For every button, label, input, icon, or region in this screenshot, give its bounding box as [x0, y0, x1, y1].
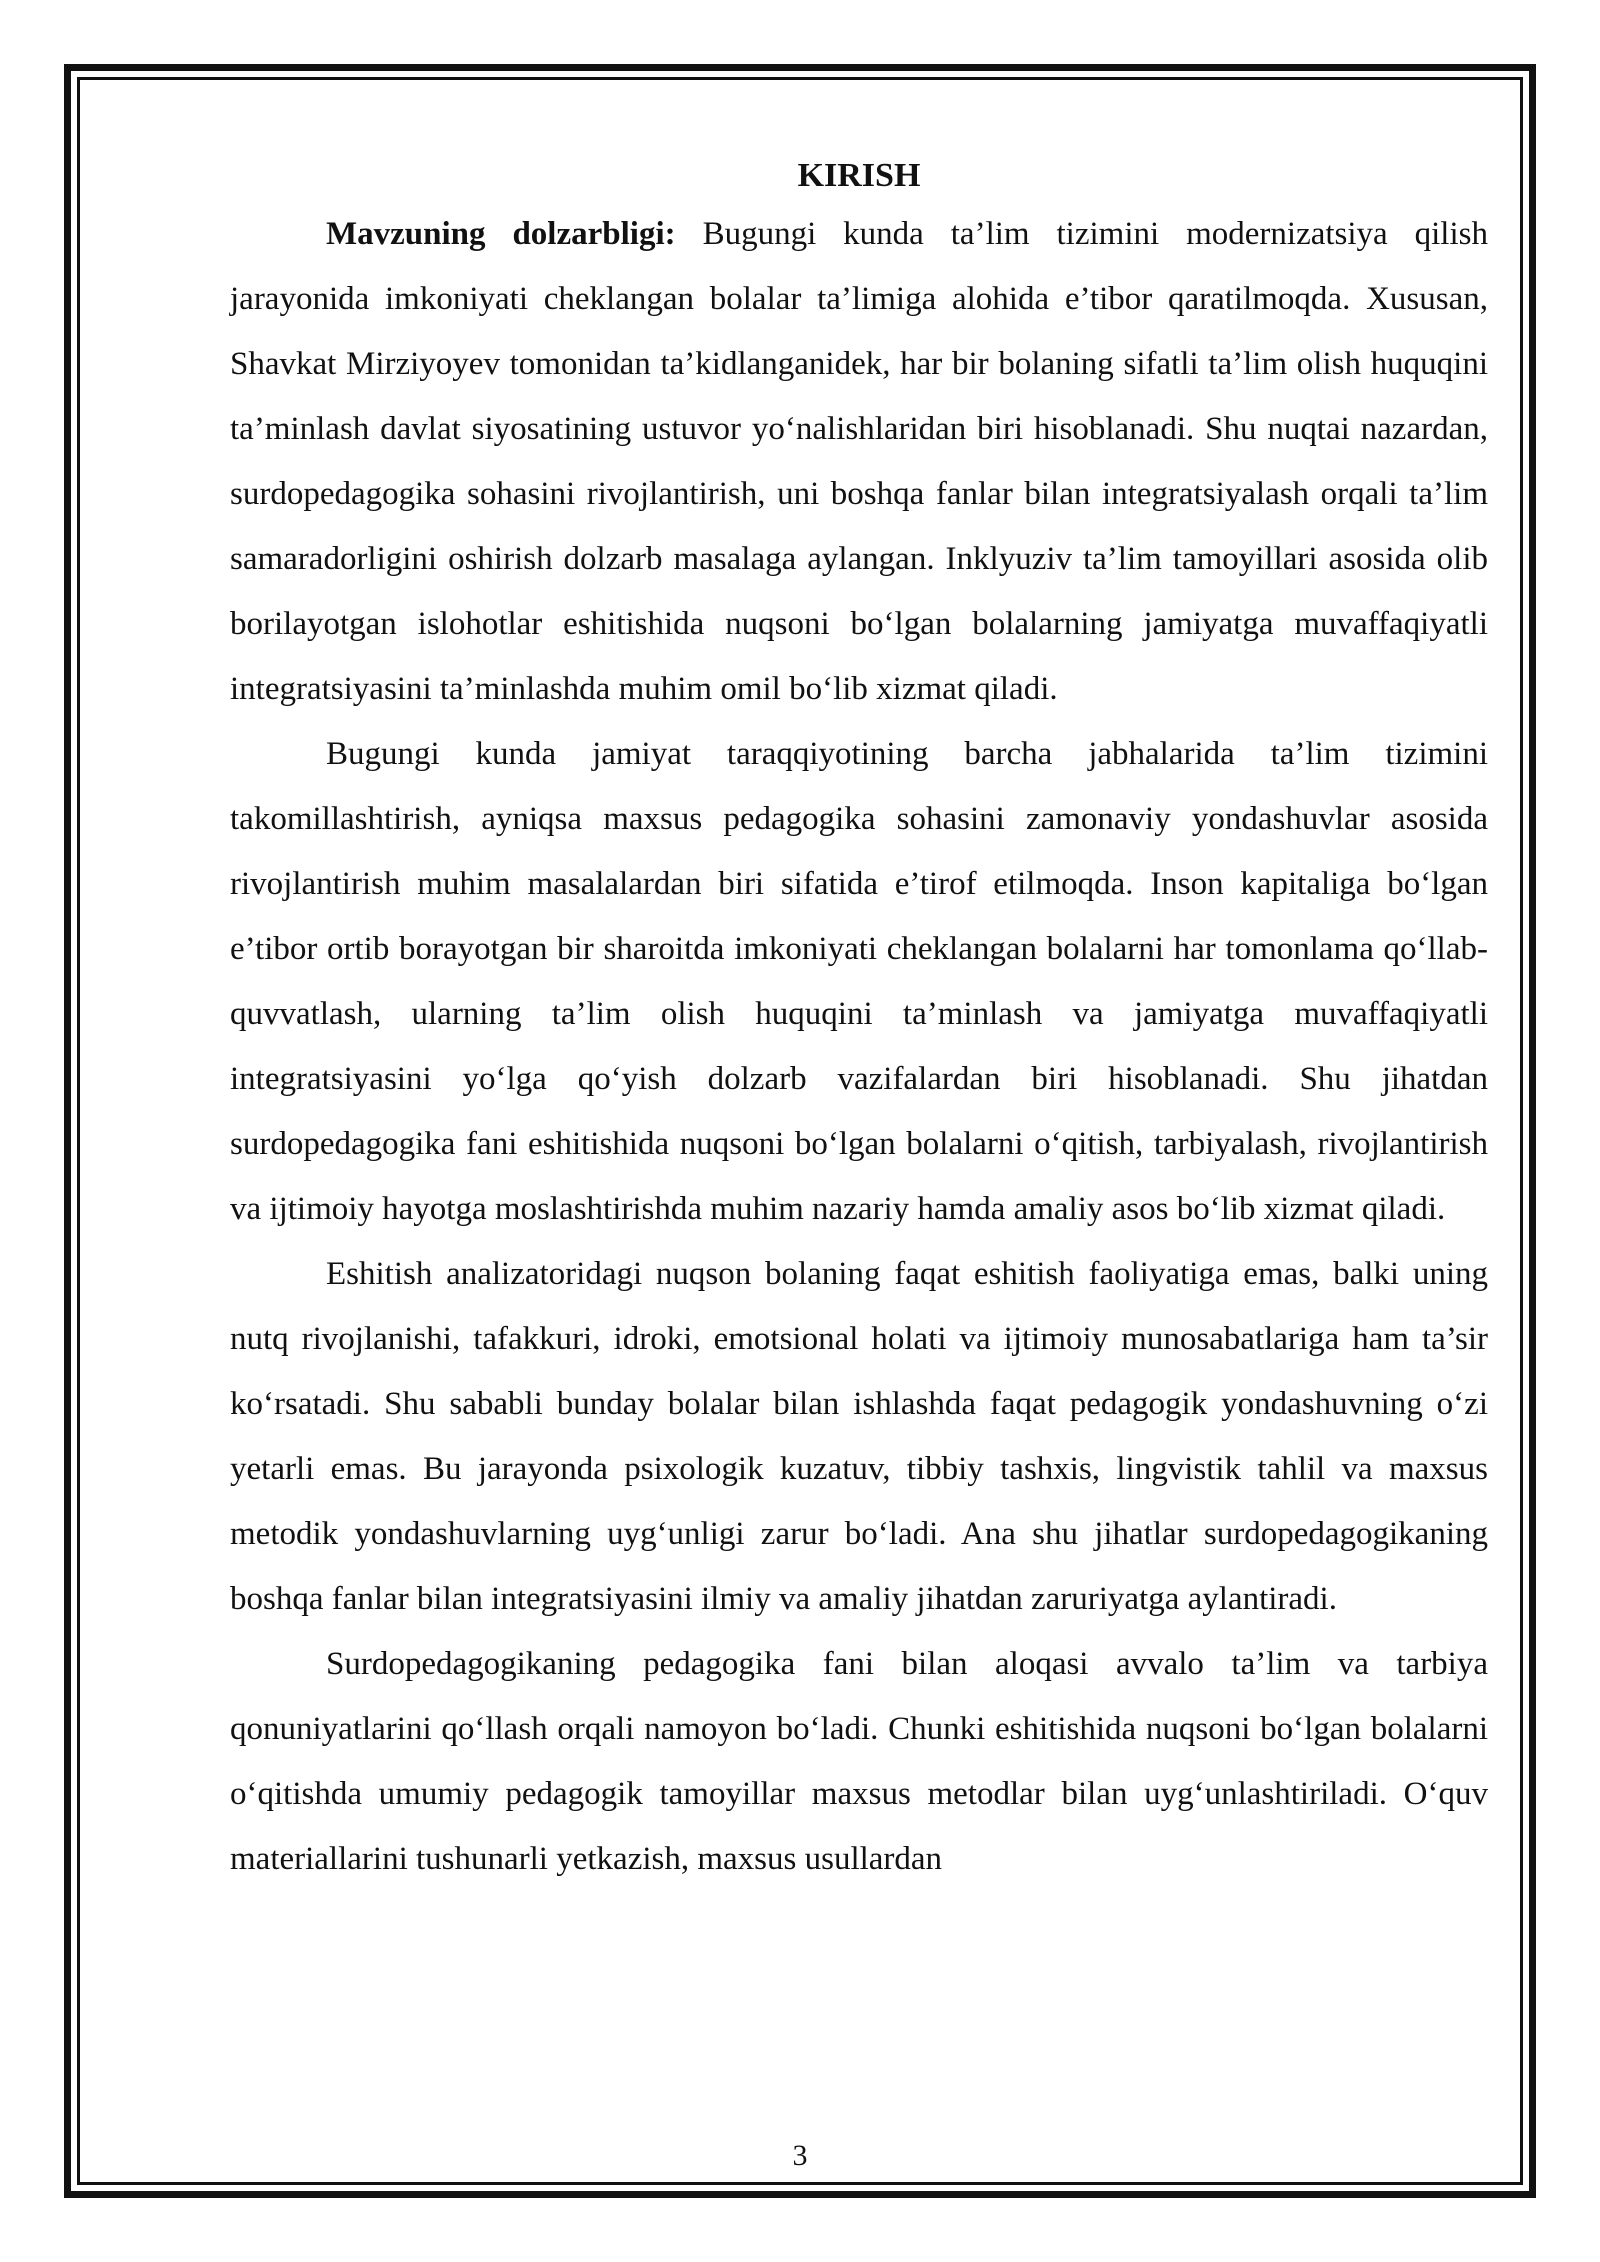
paragraph-relevance — [230, 202, 1488, 722]
paragraph-text: Bugungi kunda ta’lim tizimini modernizatsiya qilish jarayonida imkoniyati cheklangan bolalar ta’limiga alohida e’tibor qaratilmoqda. Xususan, Shavkat Mirziyoyev tomonidan ta’kidlanganidek, har bir bolaning sifatli ta’lim olish huquqini ta’minlash davlat siyosatining ustuvor yo‘nalishlaridan biri hisoblanadi. Shu nuqtai nazardan, surdopedagogika sohasini rivojlantirish, uni boshqa fanlar bilan integratsiyalash orqali ta’lim samaradorligini oshirish dolzarb masalaga aylangan. Inklyuziv ta’lim tamoyillari asosida olib borilayotgan islohotlar eshitishida nuqsoni bo‘lgan bolalarning jamiyatga muvaffaqiyatli integratsiyasini ta’minlashda muhim omil bo‘lib xizmat qiladi. — [230, 216, 1488, 707]
page-number: 3 — [792, 2139, 808, 2172]
paragraph-lead: Mavzuning dolzarbligi: — [326, 216, 676, 252]
paragraph-pedagogy-link: Surdopedagogikaning pedagogika fani bilan aloqasi avvalo ta’lim va tarbiya qonuniyatlarini qo‘llash orqali namoyon bo‘ladi. Chunki eshitishida nuqsoni bo‘lgan bolalarni o‘qitishda umumiy pedagogik tamoyillar maxsus metodlar bilan uyg‘unlashtiriladi. O‘quv materiallarini tushunarli yetkazish, maxsus usullardan — [230, 1646, 1488, 1877]
section-heading: KIRISH — [797, 157, 921, 194]
paragraph-hearing-defect: Eshitish analizatoridagi nuqson bolaning faqat eshitish faoliyatiga emas, balki uning nutq rivojlanishi, tafakkuri, idroki, emotsional holati va ijtimoiy munosabatlariga ham ta’sir ko‘rsatadi. Shu sababli bunday bolalar bilan ishlashda faqat pedagogik yondashuvning o‘zi yetarli emas. Bu jarayonda psixologik kuzatuv, tibbiy tashxis, lingvistik tahlil va maxsus metodik yondashuvlarning uyg‘unligi zarur bo‘ladi. Ana shu jihatlar surdopedagogikaning boshqa fanlar bilan integratsiyasini ilmiy va amaliy jihatdan zaruriyatga aylantiradi. — [230, 1256, 1488, 1617]
page-content — [230, 150, 1488, 1892]
paragraph-society: Bugungi kunda jamiyat taraqqiyotining barcha jabhalarida ta’lim tizimini takomillashtirish, ayniqsa maxsus pedagogika sohasini zamonaviy yondashuvlar asosida rivojlantirish muhim masalalardan biri sifatida e’tirof etilmoqda. Inson kapitaliga bo‘lgan e’tibor ortib borayotgan bir sharoitda imkoniyati cheklangan bolalarni har tomonlama qo‘llab-quvvatlash, ularning ta’lim olish huquqini ta’minlash va jamiyatga muvaffaqiyatli integratsiyasini yo‘lga qo‘yish dolzarb vazifalardan biri hisoblanadi. Shu jihatdan surdopedagogika fani eshitishida nuqsoni bo‘lgan bolalarni o‘qitish, tarbiyalash, rivojlantirish va ijtimoiy hayotga moslashtirishda muhim nazariy hamda amaliy asos bo‘lib xizmat qiladi. — [230, 736, 1488, 1227]
